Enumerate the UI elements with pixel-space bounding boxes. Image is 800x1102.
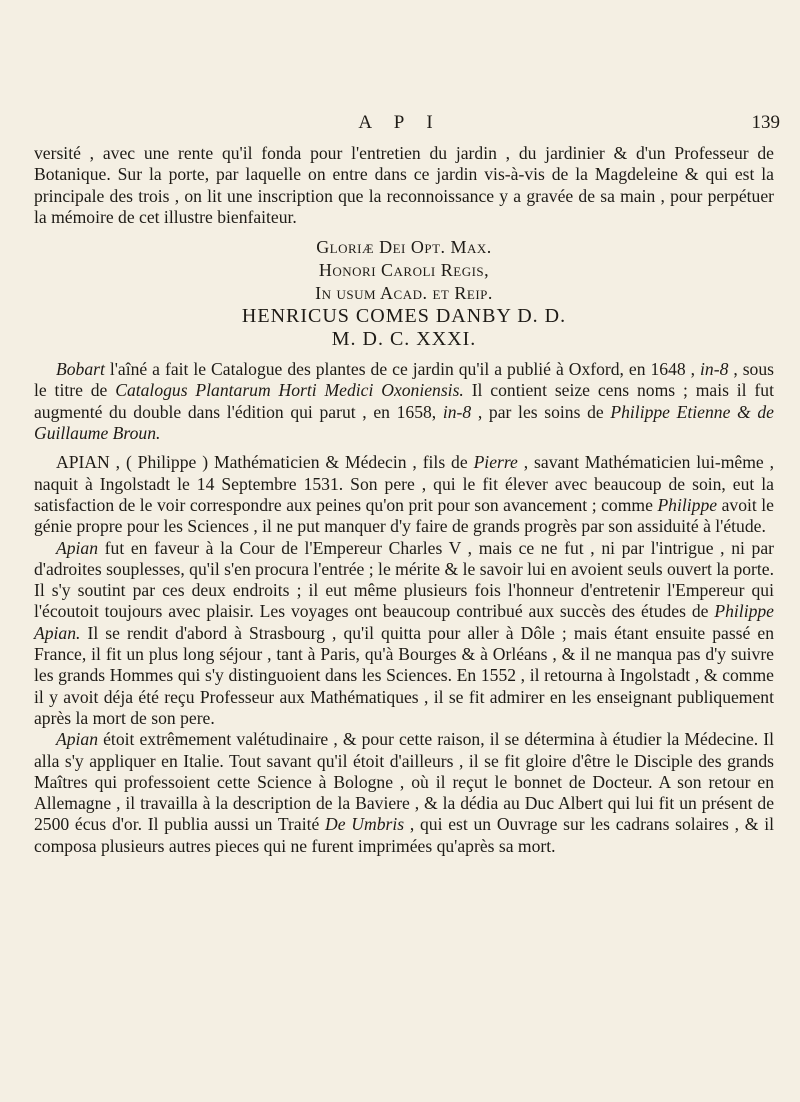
text: APIAN , ( Philippe ) Mathématicien & Médecin , fils de <box>56 452 474 473</box>
inscription <box>34 236 774 351</box>
paragraph-continuation: versité , avec une rente qu'il fonda pour l'entretien du jardin , du jardinier & d'un Professeur de Botanique. Sur la porte, par laquelle on entre dans ce jardin vis-à-vis de la Magdeleine & qui est la principale des trois , on lit une inscription que la reconnoissance y a gravée de sa main , pour perpétuer la mémoire de cet illustre bienfaiteur. <box>34 143 774 227</box>
paragraph-apian-entry <box>34 452 774 537</box>
italic-text: Catalogus Plantarum Horti Medici Oxoniensis. <box>115 380 464 401</box>
text: l'aîné a fait le Catalogue des plantes de ce jardin qu'il a publié à Oxford, en 1648 , <box>104 359 701 380</box>
inscription-line-4: HENRICUS COMES DANBY D. D. <box>241 305 567 328</box>
italic-text: Philippe <box>657 494 718 515</box>
page-body <box>34 143 774 857</box>
paragraph-apian-court <box>34 538 774 730</box>
paragraph-bobart <box>34 359 774 444</box>
inscription-line-1: Gloriæ Dei Opt. Max. <box>316 237 492 258</box>
text: Il se rendit d'abord à Strasbourg , qu'il quitta pour aller à Dôle ; mais étant ensuite passé en France, il fit un plus long séjour , tant à Paris, qu'à Bourges & à Orléans , & il ne manqua pas d'y suivre les grands Hommes qui s'y distinguoient dans les Sciences. En 1552 , il retourna à Ingolstadt , & comme il y avoit déja été reçu Professeur aux Mathématiques , il se fit admirer en les enseignant publiquement après la mort de son pere. <box>34 622 774 728</box>
italic-text: Philippe Etienne & de Guillaume Broun. <box>34 401 774 444</box>
italic-text: in-8 <box>442 401 472 422</box>
text: , sous le titre de <box>34 359 775 401</box>
italic-text: in-8 <box>700 359 729 380</box>
text: , savant Mathématicien lui-même , naquit à Ingolstadt le 14 Septembre 1531. Son pere , qui le fit élever avec beaucoup de soin, eut la satisfaction de le voir correspondre aux peines qu'on prit pour son avancement ; comme <box>34 452 774 515</box>
page-number: 139 <box>751 112 780 133</box>
running-head: A P I <box>358 112 442 133</box>
italic-text: Apian <box>56 537 99 558</box>
inscription-line-3: In usum Acad. et Reip. <box>315 283 493 304</box>
text: fut en faveur à la Cour de l'Empereur Charles V , mais ce ne fut , ni par l'intrigue , ni par d'adroites souplesses, qu'il s'en procura l'entrée ; le mérite & le savoir lui en avoient seuls ouvert la porte. Il s'y soutint par ces deux endroits ; il eut même plusieurs fois l'honneur d'entretenir l'Empereur qui l'écoutoit toujours avec plaisir. Les voyages ont beaucoup contribué aux succès des études de <box>34 537 774 622</box>
paragraph-apian-medicine <box>34 729 774 857</box>
italic-text: Pierre <box>473 452 518 473</box>
text: , par les soins de <box>471 401 611 422</box>
italic-text: Bobart <box>56 359 105 380</box>
text: , qui est un Ouvrage sur les cadrans solaires , & il composa plusieurs autres pieces qui ne furent imprimées qu'après sa mort. <box>34 814 775 856</box>
text: étoit extrêmement valétudinaire , & pour cette raison, il se détermina à étudier la Médecine. Il alla s'y appliquer en Italie. Tout savant qu'il étoit d'ailleurs , il se fit gloire d'être le Disciple des grands Maîtres qui professoient cette Science à Bologne , où il reçut le bonnet de Docteur. A son retour en Allemagne , il travailla à la description de la Baviere , & la dédia au Duc Albert qui lui fit un présent de 2500 écus d'or. Il publia aussi un Traité <box>34 729 774 835</box>
text: avoit le génie propre pour les Sciences , il ne put manquer d'y faire de grands progrès par son assiduité à l'étude. <box>34 494 774 537</box>
italic-text: Philippe Apian. <box>34 601 774 643</box>
inscription-line-5: M. D. C. XXXI. <box>331 328 477 351</box>
italic-text: Apian <box>56 729 99 750</box>
italic-text: De Umbris <box>325 814 405 835</box>
text: Il contient seize cens noms ; mais il fut augmenté du double dans l'édition qui parut , en 1658, <box>34 380 774 422</box>
inscription-line-2: Honori Caroli Regis, <box>318 260 490 281</box>
